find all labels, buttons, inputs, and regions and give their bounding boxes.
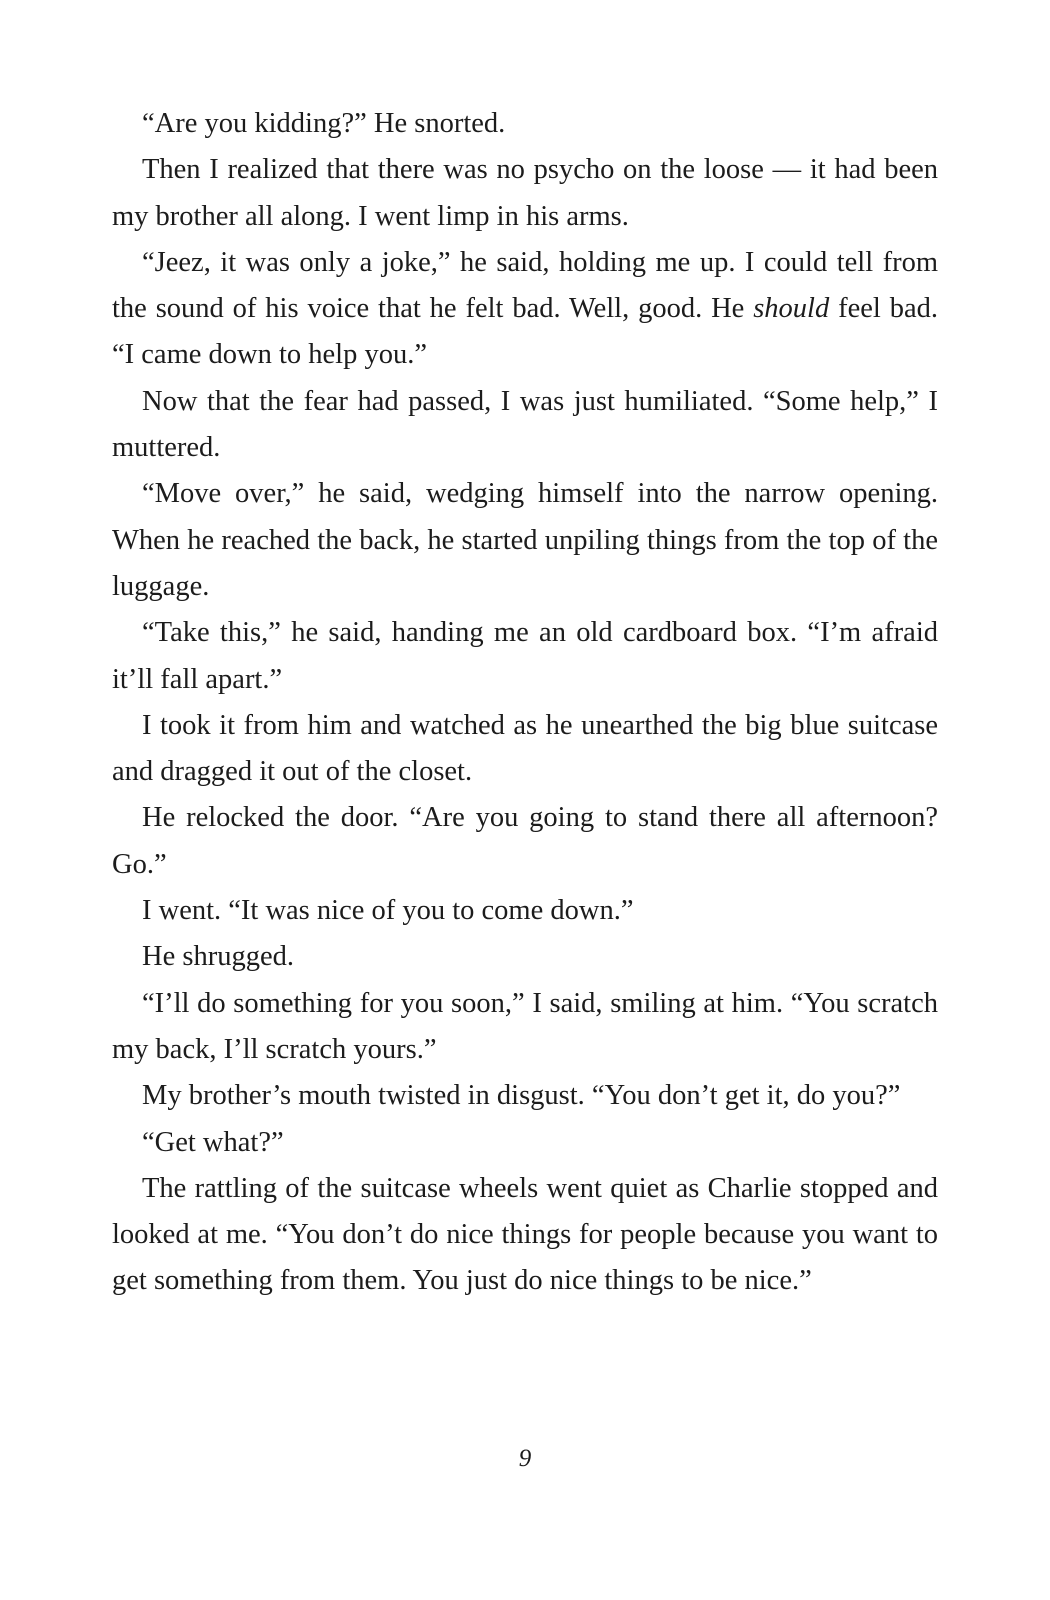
paragraph-2: Then I realized that there was no psycho on the loose — it had been my brother all along. I went limp in his arms.: [112, 154, 938, 232]
emphasized-word: should: [753, 293, 830, 325]
paragraph-5: “Move over,” he said, wedging himself into the narrow opening. When he reached the back, he started unpiling things from the top of the luggage.: [112, 478, 938, 602]
paragraph-3: [112, 240, 938, 379]
paragraph-8: He relocked the door. “Are you going to stand there all afternoon? Go.”: [112, 802, 938, 880]
paragraph-1: “Are you kidding?” He snorted.: [142, 108, 506, 139]
paragraph-10: He shrugged.: [142, 941, 294, 973]
paragraph-3-before: “Jeez, it was only a joke,” he said, holding me up. I could tell from the sound of his voice that he felt bad. Well, good. He: [112, 246, 938, 325]
paragraph-11: “I’ll do something for you soon,” I said, smiling at him. “You scratch my back, I’ll scratch yours.”: [112, 987, 938, 1065]
paragraph-14: The rattling of the suitcase wheels went quiet as Charlie stopped and looked at me. “You don’t do nice things for people because you want to get something from them. You just do nice things to be nice.”: [112, 1172, 938, 1297]
paragraph-3-after: feel bad. “I came down to help you.”: [112, 293, 938, 371]
paragraph-6: “Take this,” he said, handing me an old cardboard box. “I’m afraid it’ll fall apart.”: [112, 617, 938, 695]
page-number: 9: [518, 1445, 532, 1472]
paragraph-12: My brother’s mouth twisted in disgust. “You don’t get it, do you?”: [142, 1080, 901, 1112]
paragraph-4: Now that the fear had passed, I was just humiliated. “Some help,” I muttered.: [112, 385, 938, 464]
paragraph-9: I went. “It was nice of you to come down.”: [142, 895, 634, 927]
paragraph-7: I took it from him and watched as he unearthed the big blue suitcase and dragged it out of the closet.: [112, 709, 938, 788]
paragraph-13: “Get what?”: [142, 1126, 284, 1158]
body-text: [112, 101, 938, 1305]
